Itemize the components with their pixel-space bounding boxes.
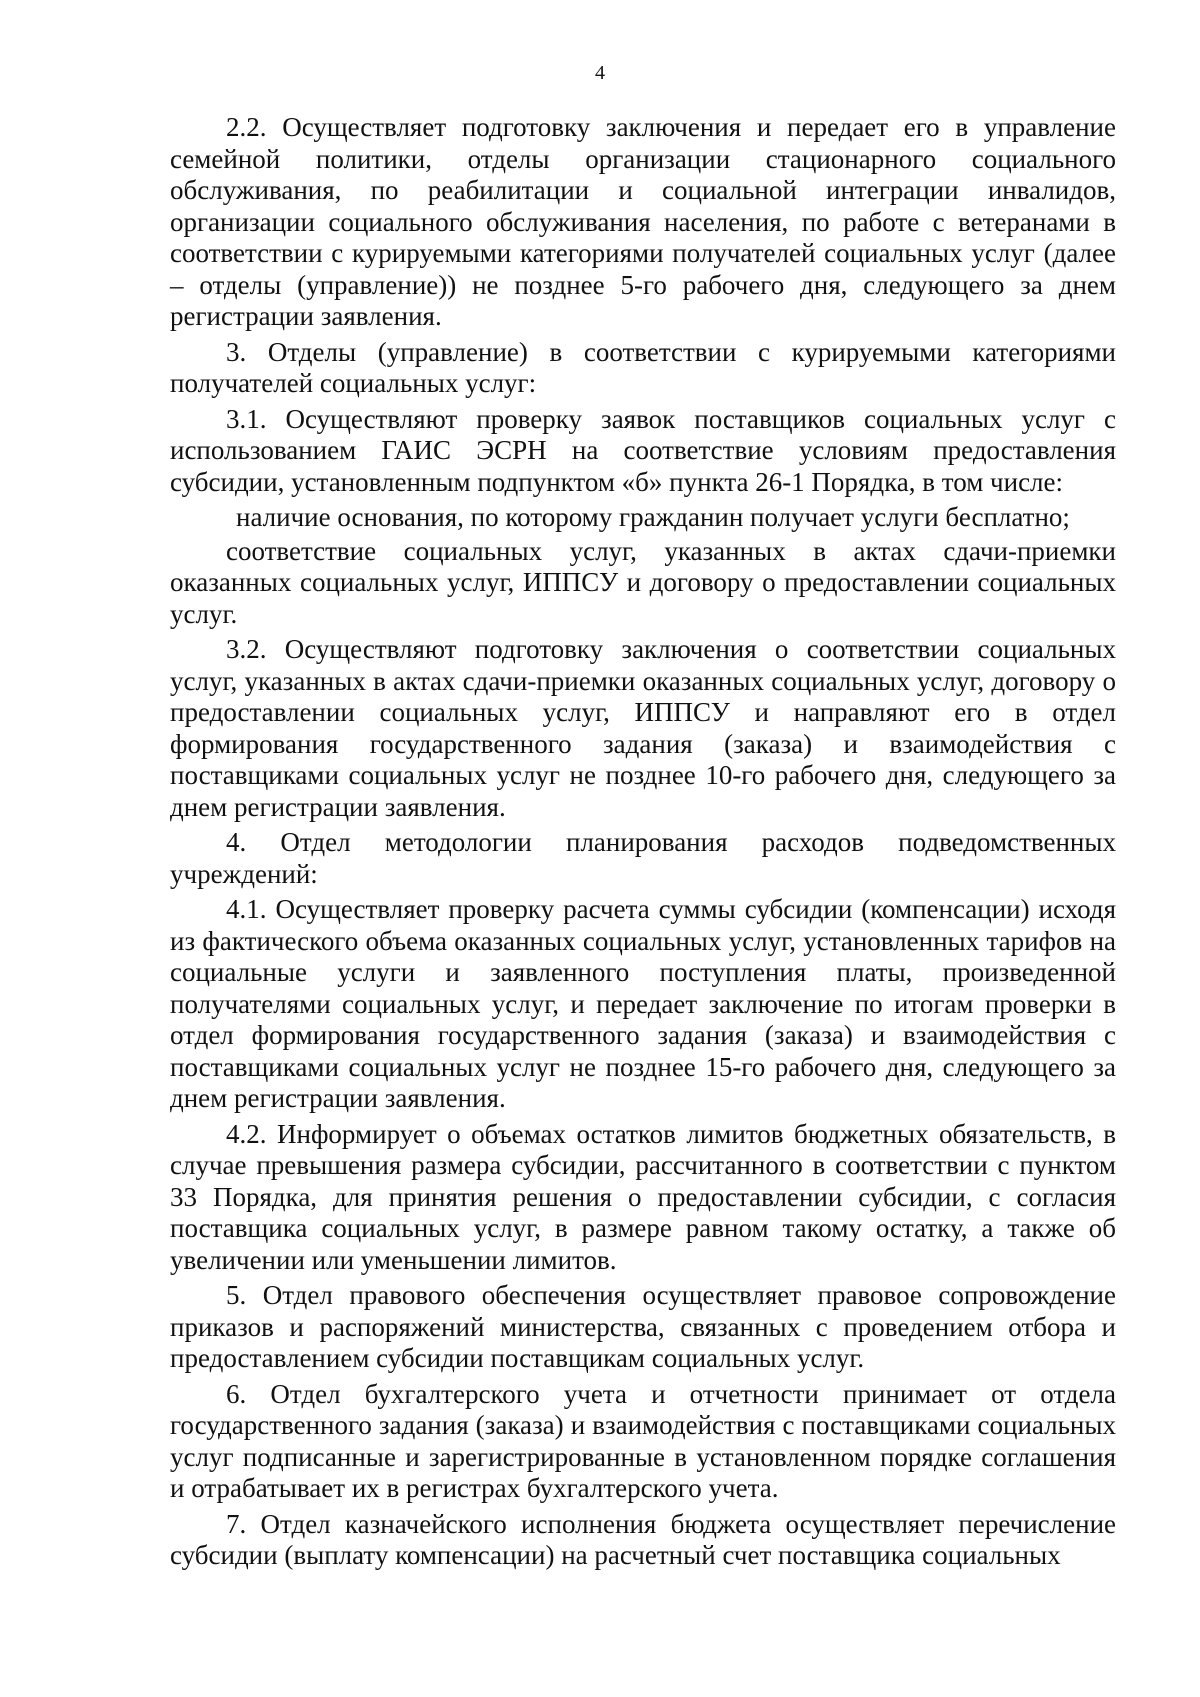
paragraph-2-2: 2.2. Осуществляет подготовку заключения и передает его в управление семейной политики, отделы организации стационарного социального обслуживания, по реабилитации и социальной интеграции инвалидов, организации социального обслуживания населения, по работе с ветеранами в соответствии с курируемыми категориями получателей социальных услуг (далее – отделы (управление)) не позднее 5-го рабочего дня, следующего за днем регистрации заявления. — [170, 112, 1116, 331]
paragraph-7: 7. Отдел казначейского исполнения бюджета осуществляет перечисление субсидии (выплату компенсации) на расчетный счет поставщика социальных — [170, 1508, 1116, 1570]
paragraph-5: 5. Отдел правового обеспечения осуществляет правовое сопровождение приказов и распоряжений министерства, связанных с проведением отбора и предоставлением субсидии поставщикам социальных услуг. — [170, 1280, 1116, 1373]
paragraph-4-2: 4.2. Информирует о объемах остатков лимитов бюджетных обязательств, в случае превышения размера субсидии, рассчитанного в соответствии с пунктом 33 Порядка, для принятия решения о предоставлении субсидии, с согласия поставщика социальных услуг, в размере равном такому остатку, а также об увеличении или уменьшении лимитов. — [170, 1118, 1116, 1275]
paragraph-4: 4. Отдел методологии планирования расходов подведомственных учреждений: — [170, 827, 1116, 889]
paragraph-3-1: 3.1. Осуществляют проверку заявок поставщиков социальных услуг с использованием ГАИС ЭСРН на соответствие условиям предоставления субсидии, установленным подпунктом «б» пункта 26-1 Порядка, в том числе: — [170, 403, 1116, 497]
page-number: 4 — [595, 62, 605, 84]
paragraph-6: 6. Отдел бухгалтерского учета и отчетности принимает от отдела государственного задания (заказа) и взаимодействия с поставщиками социальных услуг подписанные и зарегистрированные в установленном порядке соглашения и отрабатывает их в регистрах бухгалтерского учета. — [170, 1378, 1116, 1503]
paragraph-compliance: соответствие социальных услуг, указанных в актах сдачи-приемки оказанных социальных услуг, ИППСУ и договору о предоставлении социальных услуг. — [170, 535, 1116, 629]
paragraph-3: 3. Отделы (управление) в соответствии с курируемыми категориями получателей социальных услуг: — [170, 336, 1116, 398]
paragraph-3-2: 3.2. Осуществляют подготовку заключения о соответствии социальных услуг, указанных в актах сдачи-приемки оказанных социальных услуг, договору о предоставлении социальных услуг, ИППСУ и направляют его в отдел формирования государственного задания (заказа) и взаимодействия с поставщиками социальных услуг не позднее 10-го рабочего дня, следующего за днем регистрации заявления. — [170, 634, 1116, 822]
document-body — [170, 112, 1116, 1572]
paragraph-basis: наличие основания, по которому гражданин получает услуги бесплатно; — [236, 502, 1070, 532]
paragraph-4-1: 4.1. Осуществляет проверку расчета суммы субсидии (компенсации) исходя из фактического объема оказанных социальных услуг, установленных тарифов на социальные услуги и заявленного поступления платы, произведенной получателями социальных услуг, и передает заключение по итогам проверки в отдел формирования государственного задания (заказа) и взаимодействия с поставщиками социальных услуг не позднее 15-го рабочего дня, следующего за днем регистрации заявления. — [170, 894, 1116, 1113]
